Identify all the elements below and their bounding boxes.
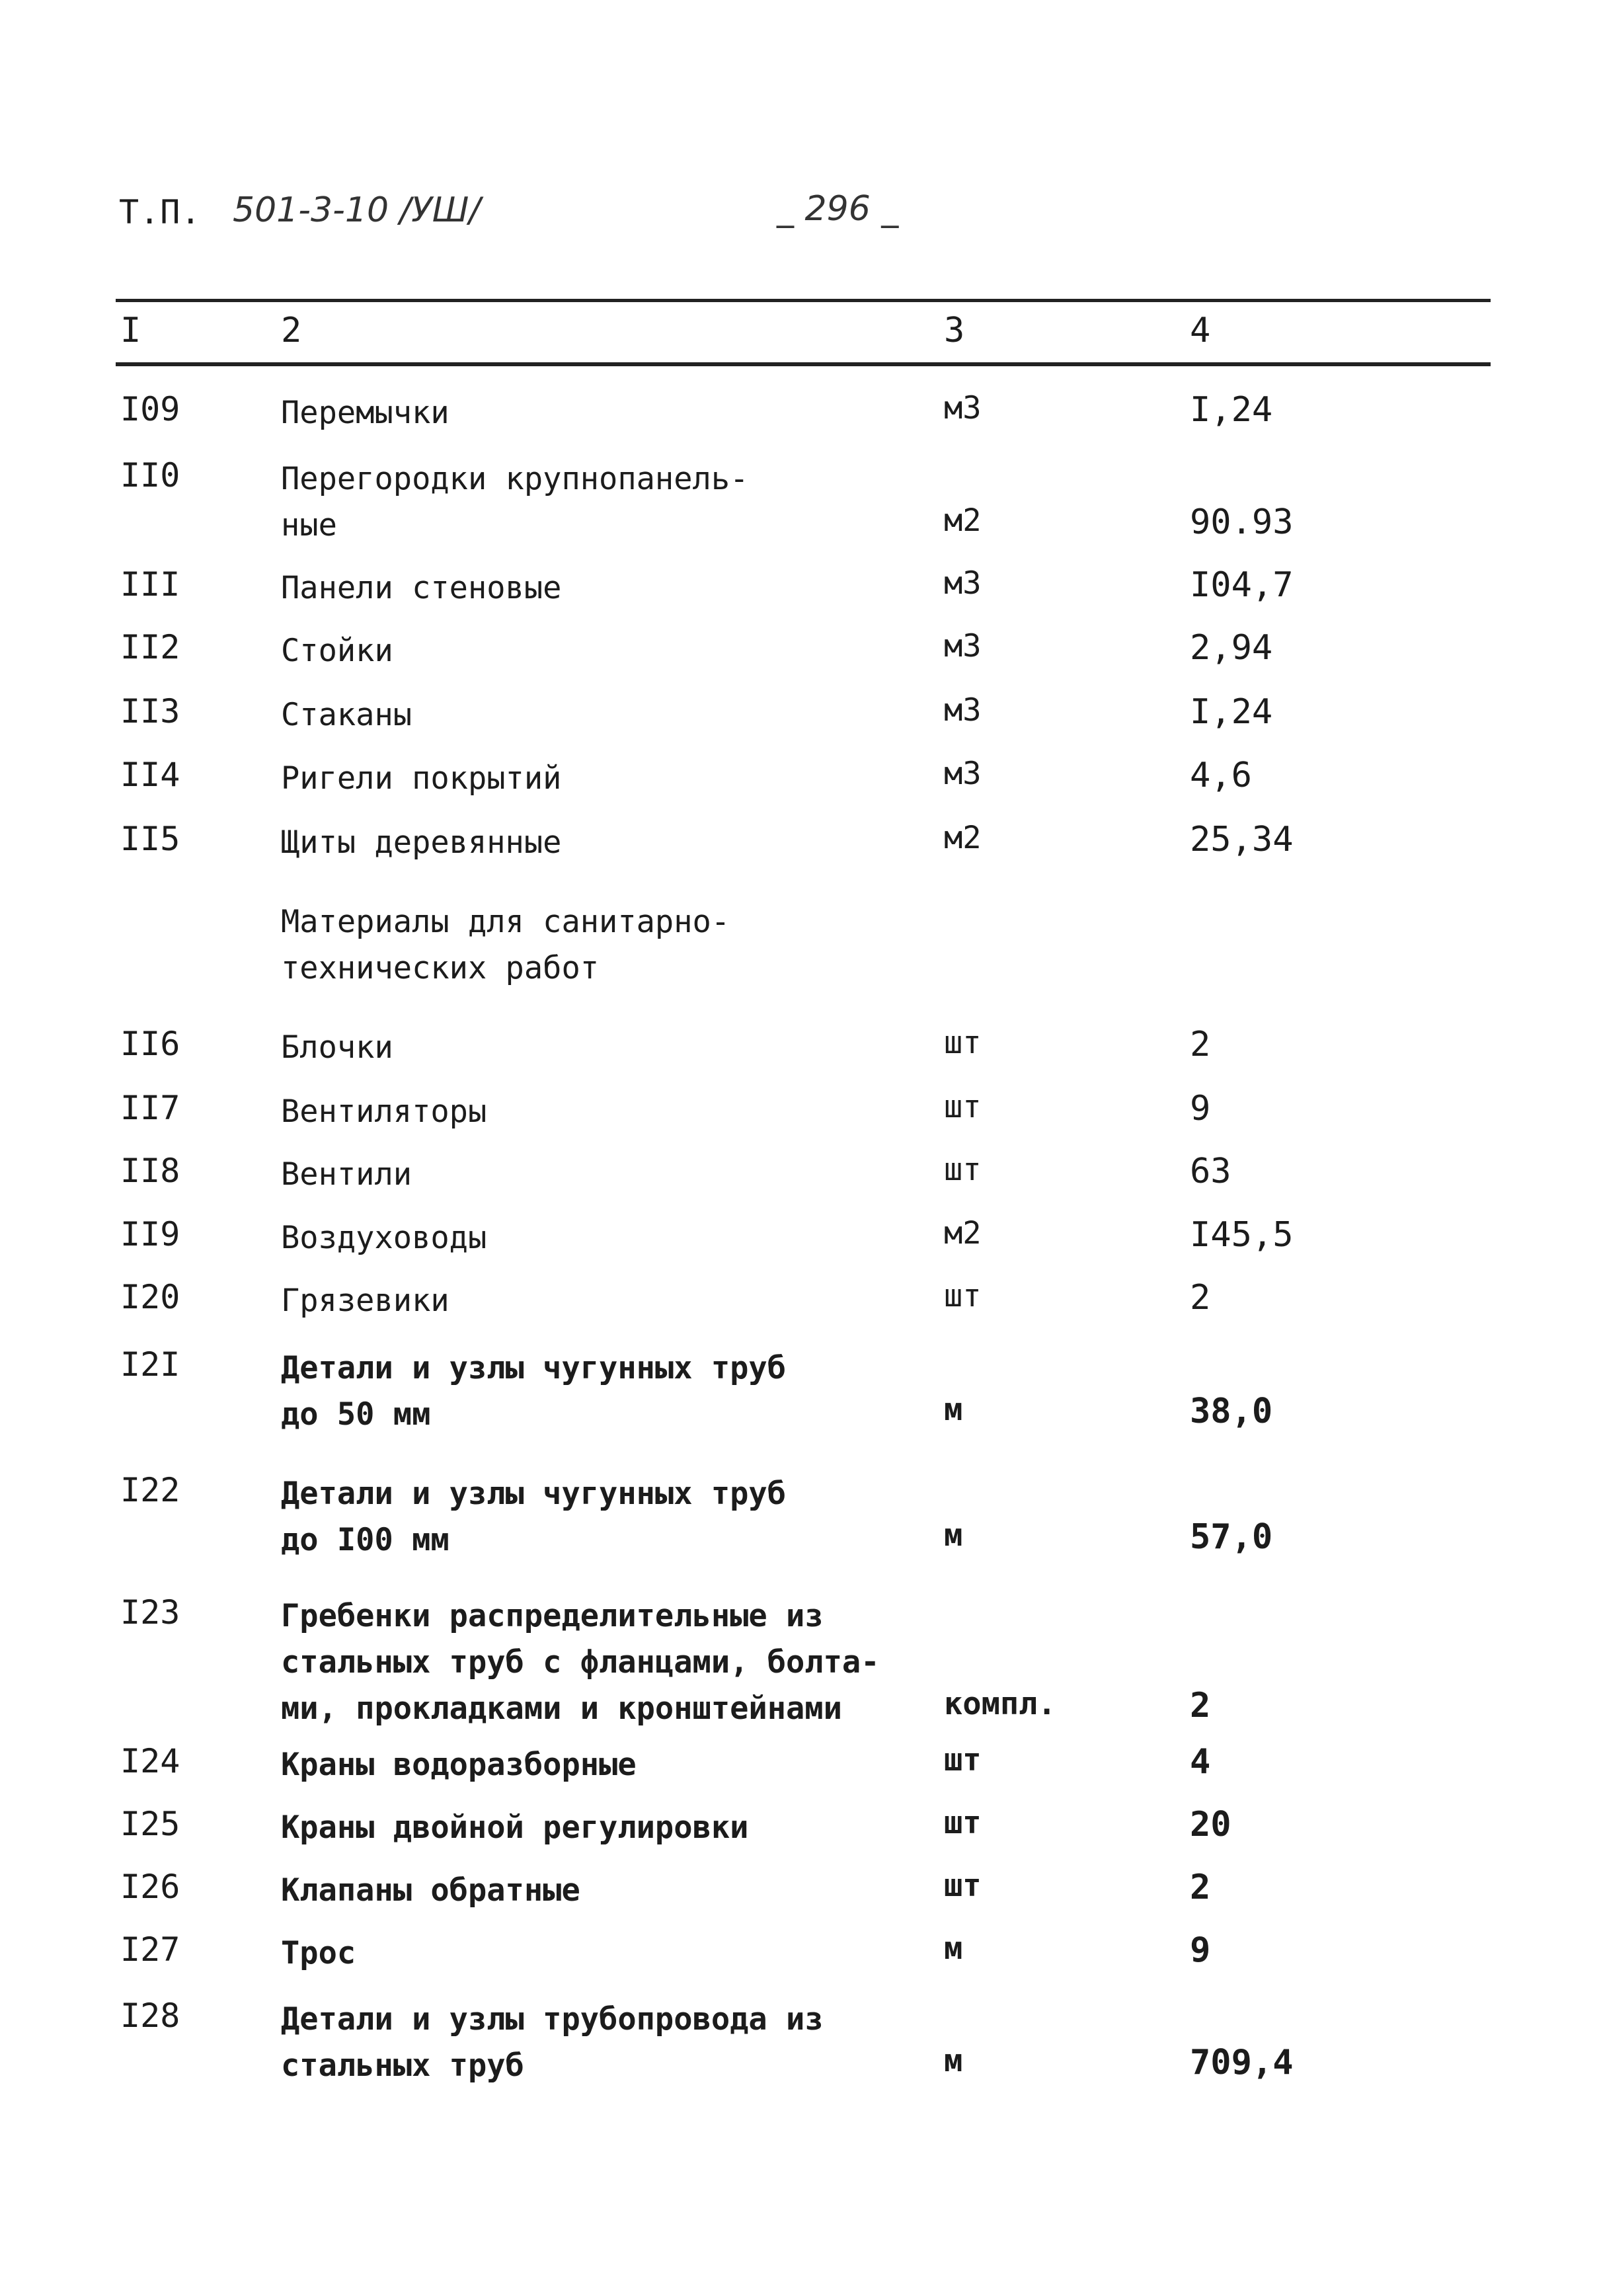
document-code-handwritten: 501-3-10 /УШ/ [233,190,481,230]
row-description: Вентиляторы [281,1093,487,1130]
row-unit: шт [944,1805,982,1841]
row-description: до I00 мм [281,1522,449,1558]
row-value: 9 [1190,1930,1211,1970]
row-value: I04,7 [1190,565,1294,605]
row-number: II6 [120,1025,180,1063]
row-value: 9 [1190,1089,1211,1128]
row-number: I22 [120,1471,180,1509]
row-unit: м2 [944,820,982,856]
document-code-prefix: Т.П. [119,193,202,231]
row-description: Детали и узлы чугунных труб [281,1476,787,1512]
row-number: I28 [120,1997,180,2035]
row-value: 2,94 [1190,628,1273,668]
row-number: I24 [120,1742,180,1780]
row-value: 2 [1190,1025,1211,1064]
row-unit: м [944,1517,963,1554]
row-value: 25,34 [1190,820,1294,859]
row-description: Щиты деревянные [281,824,562,861]
row-value: I,24 [1190,390,1273,430]
table-top-rule [116,299,1491,302]
row-description: ные [281,507,337,543]
column-header-3: 3 [944,311,965,350]
row-description: Трос [281,1935,356,1971]
row-number: I09 [120,390,180,428]
page-number: _ 296 _ [777,189,899,229]
row-description: Панели стеновые [281,570,562,606]
row-number: I2I [120,1345,180,1384]
row-unit: шт [944,1742,982,1778]
row-value: 20 [1190,1805,1231,1844]
row-description: Материалы для санитарно- [281,904,730,940]
row-unit: шт [944,1089,982,1125]
row-description: Краны двойной регулировки [281,1809,749,1846]
row-number: I25 [120,1805,180,1843]
row-value: 63 [1190,1152,1231,1191]
row-description: Блочки [281,1029,393,1066]
row-description: до 50 мм [281,1396,431,1433]
row-description: Детали и узлы чугунных труб [281,1350,787,1386]
row-description: Стаканы [281,697,412,733]
row-description: Перегородки крупнопанель- [281,461,749,497]
row-description: Стойки [281,633,393,669]
row-number: II3 [120,692,180,731]
table-header-rule [116,362,1491,366]
row-description: Клапаны обратные [281,1872,580,1909]
row-unit: м [944,2043,963,2079]
row-value: 2 [1190,1686,1211,1725]
row-unit: компл. [944,1686,1056,1722]
row-value: 2 [1190,1868,1211,1907]
row-value: 4 [1190,1742,1211,1782]
row-number: II4 [120,756,180,794]
row-value: 90.93 [1190,502,1294,542]
row-description: Воздуховоды [281,1220,487,1256]
row-description: Перемычки [281,395,449,431]
row-value: 4,6 [1190,756,1252,795]
row-description: Гребенки распределительные из [281,1598,824,1634]
row-description: Вентили [281,1156,412,1193]
row-description: стальных труб с фланцами, болта- [281,1644,880,1681]
row-number: I23 [120,1593,180,1632]
row-value: 709,4 [1190,2043,1294,2082]
row-value: 38,0 [1190,1392,1273,1431]
row-number: II7 [120,1089,180,1127]
row-unit: м [944,1930,963,1967]
row-description: ми, прокладками и кронштейнами [281,1690,842,1727]
row-unit: м2 [944,502,982,539]
row-description: Грязевики [281,1283,449,1319]
row-value: 57,0 [1190,1517,1273,1557]
row-unit: м3 [944,756,982,792]
row-unit: шт [944,1152,982,1188]
row-value: 2 [1190,1278,1211,1318]
row-number: I26 [120,1868,180,1906]
row-description: Детали и узлы трубопровода из [281,2001,824,2038]
row-number: III [120,565,180,604]
row-unit: шт [944,1278,982,1314]
row-number: I27 [120,1930,180,1969]
column-header-1: I [120,311,141,350]
row-unit: м3 [944,692,982,729]
row-description: Ригели покрытий [281,760,562,797]
row-unit: м3 [944,565,982,602]
row-number: II9 [120,1215,180,1253]
row-number: I20 [120,1278,180,1316]
row-unit: м3 [944,390,982,426]
row-unit: м2 [944,1215,982,1251]
row-number: II8 [120,1152,180,1190]
row-unit: м [944,1392,963,1428]
row-unit: шт [944,1025,982,1061]
row-number: II0 [120,456,180,495]
row-description: технических работ [281,950,600,986]
row-number: II2 [120,628,180,666]
column-header-4: 4 [1190,311,1211,350]
row-unit: м3 [944,628,982,664]
column-header-2: 2 [281,311,302,350]
row-unit: шт [944,1868,982,1904]
row-description: стальных труб [281,2047,524,2084]
row-value: I,24 [1190,692,1273,732]
row-number: II5 [120,820,180,858]
row-value: I45,5 [1190,1215,1294,1255]
row-description: Краны водоразборные [281,1747,637,1783]
